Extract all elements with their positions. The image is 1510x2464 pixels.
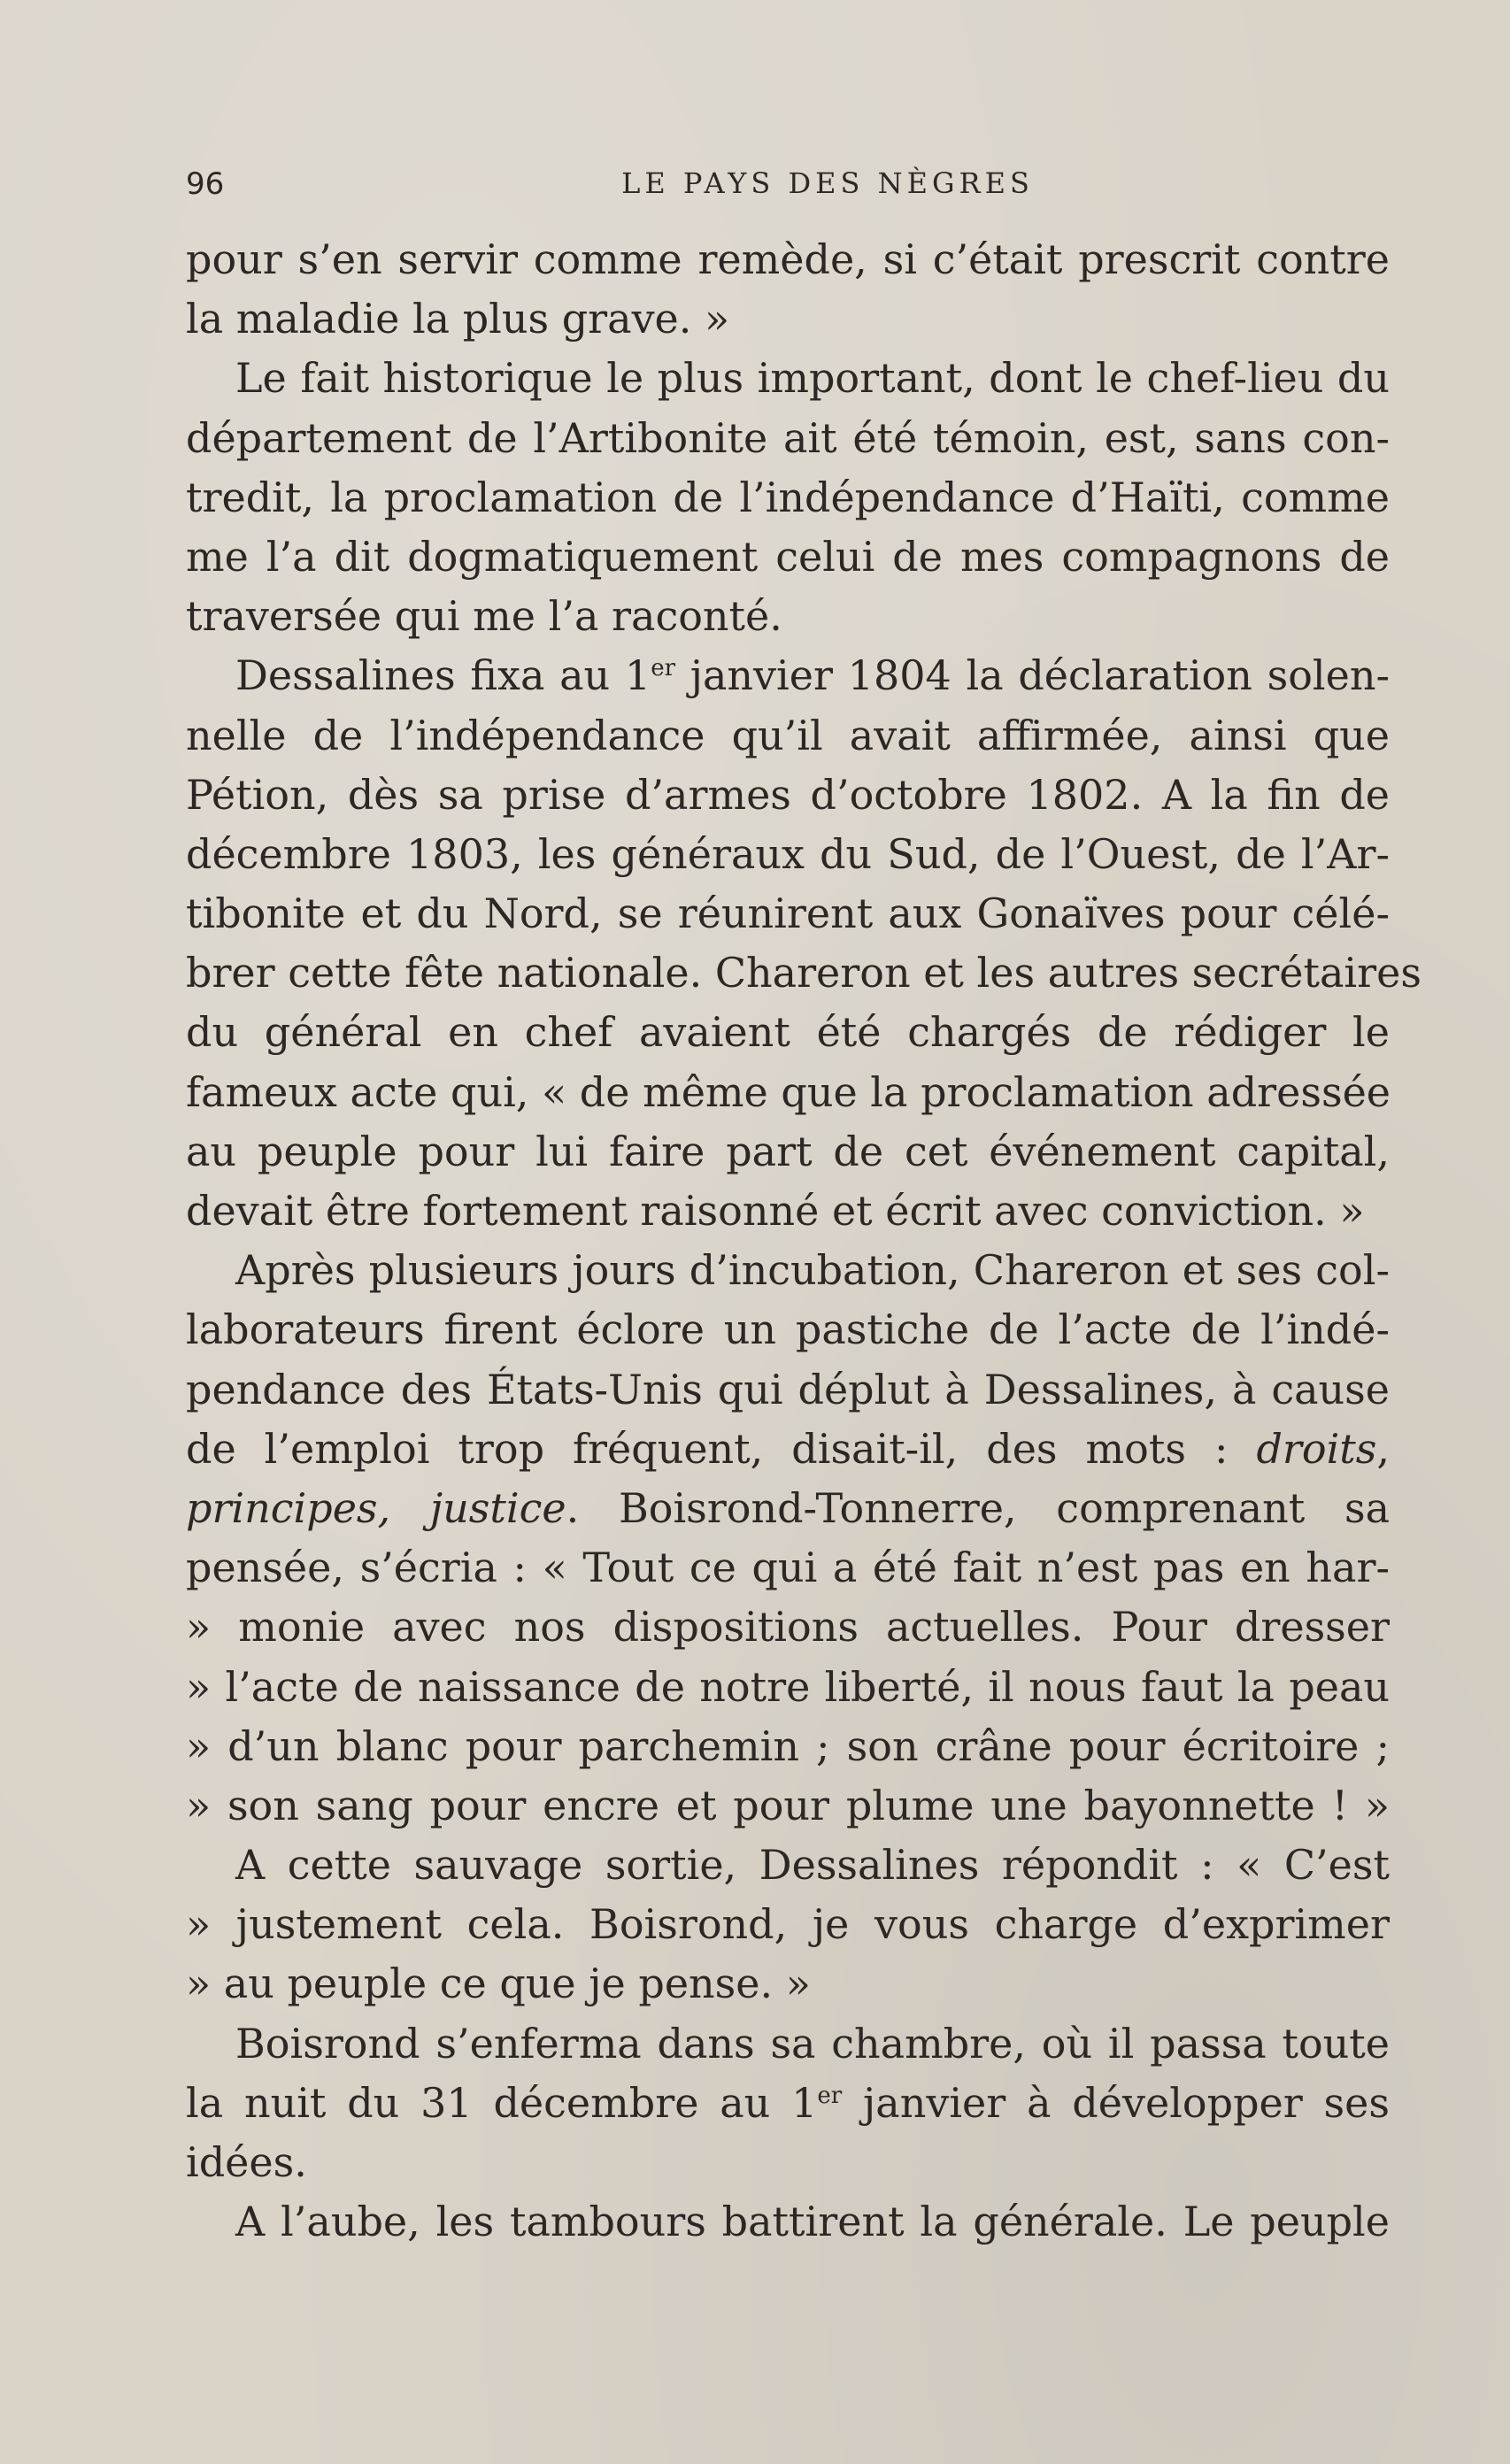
text-line: A l’aube, les tambours battirent la générale. Le peuple (235, 2198, 1390, 2246)
text-line: décembre 1803, les généraux du Sud, de l’Ouest, de l’Ar- (186, 829, 1390, 878)
text-line: pour s’en servir comme remède, si c’était prescrit contre (186, 235, 1390, 283)
text-line: » son sang pour encre et pour plume une bayonnette ! » (186, 1781, 1390, 1829)
text-run: de l’emploi trop fréquent, disait-il, des mots : (186, 1424, 1257, 1473)
text-run: Dessalines fixa au 1 (235, 651, 651, 700)
text-line: fameux acte qui, « de même que la proclamation adressée (186, 1067, 1391, 1116)
text-line: » l’acte de naissance de notre liberté, il nous faut la peau (186, 1662, 1390, 1711)
page-number: 96 (186, 166, 225, 202)
text-line: » au peuple ce que je pense. » (186, 1960, 811, 2008)
text-line: me l’a dit dogmatiquement celui de mes compagnons de (186, 532, 1390, 581)
text-line: au peuple pour lui faire part de cet événement capital, (186, 1127, 1390, 1175)
text-run: , (1376, 1424, 1390, 1473)
text-run: . Boisrond-Tonnerre, comprenant sa (566, 1483, 1390, 1532)
text-line: laborateurs firent éclore un pastiche de l’acte de l’indé- (186, 1305, 1390, 1354)
text-line: » justement cela. Boisrond, je vous charge d’exprimer (186, 1900, 1390, 1949)
italic-term: principes, justice (186, 1483, 566, 1532)
text-line: Pétion, dès sa prise d’armes d’octobre 1802. A la fin de (186, 770, 1390, 819)
italic-term: droits (1256, 1424, 1377, 1473)
text-line (186, 646, 1390, 705)
text-line: Le fait historique le plus important, dont le chef-lieu du (235, 354, 1390, 403)
text-run: janvier à développer ses (842, 2078, 1390, 2127)
text-line: traversée qui me l’a raconté. (186, 592, 782, 641)
superscript: er (817, 2082, 843, 2109)
text-run: la nuit du 31 décembre au 1 (186, 2078, 818, 2127)
text-line (186, 2074, 1390, 2133)
superscript: er (651, 655, 676, 682)
text-run: janvier 1804 la déclaration solen- (675, 651, 1390, 700)
text-line (186, 1420, 1390, 1479)
text-line: du général en chef avaient été chargés de rédiger le (186, 1008, 1390, 1057)
text-line: » d’un blanc pour parchemin ; son crâne pour écritoire ; (186, 1721, 1390, 1770)
text-line: A cette sauvage sortie, Dessalines répondit : « C’est (235, 1841, 1390, 1890)
text-line (186, 1479, 1390, 1538)
text-line: tredit, la proclamation de l’indépendance d’Haïti, comme (186, 473, 1390, 521)
text-line: département de l’Artibonite ait été témoin, est, sans con- (186, 413, 1390, 462)
text-line: nelle de l’indépendance qu’il avait affirmée, ainsi que (186, 711, 1390, 759)
text-line: Après plusieurs jours d’incubation, Chareron et ses col- (235, 1246, 1390, 1295)
text-line: brer cette fête nationale. Chareron et les autres secrétaires (186, 949, 1421, 997)
body-text (186, 230, 1421, 2252)
text-line: pensée, s’écria : « Tout ce qui a été fait n’est pas en har- (186, 1544, 1390, 1592)
text-line: » monie avec nos dispositions actuelles. Pour dresser (186, 1603, 1390, 1652)
text-line: la maladie la plus grave. » (186, 295, 730, 343)
running-head (186, 166, 1390, 212)
text-line: Boisrond s’enferma dans sa chambre, où il passa toute (235, 2019, 1390, 2067)
text-line: pendance des États-Unis qui déplut à Dessalines, à cause (186, 1365, 1390, 1413)
running-title: LE PAYS DES NÈGRES (621, 166, 1034, 200)
text-line: idées. (186, 2138, 307, 2186)
text-line: devait être fortement raisonné et écrit avec conviction. » (186, 1187, 1365, 1235)
text-line: tibonite et du Nord, se réunirent aux Gonaïves pour célé- (186, 889, 1390, 938)
